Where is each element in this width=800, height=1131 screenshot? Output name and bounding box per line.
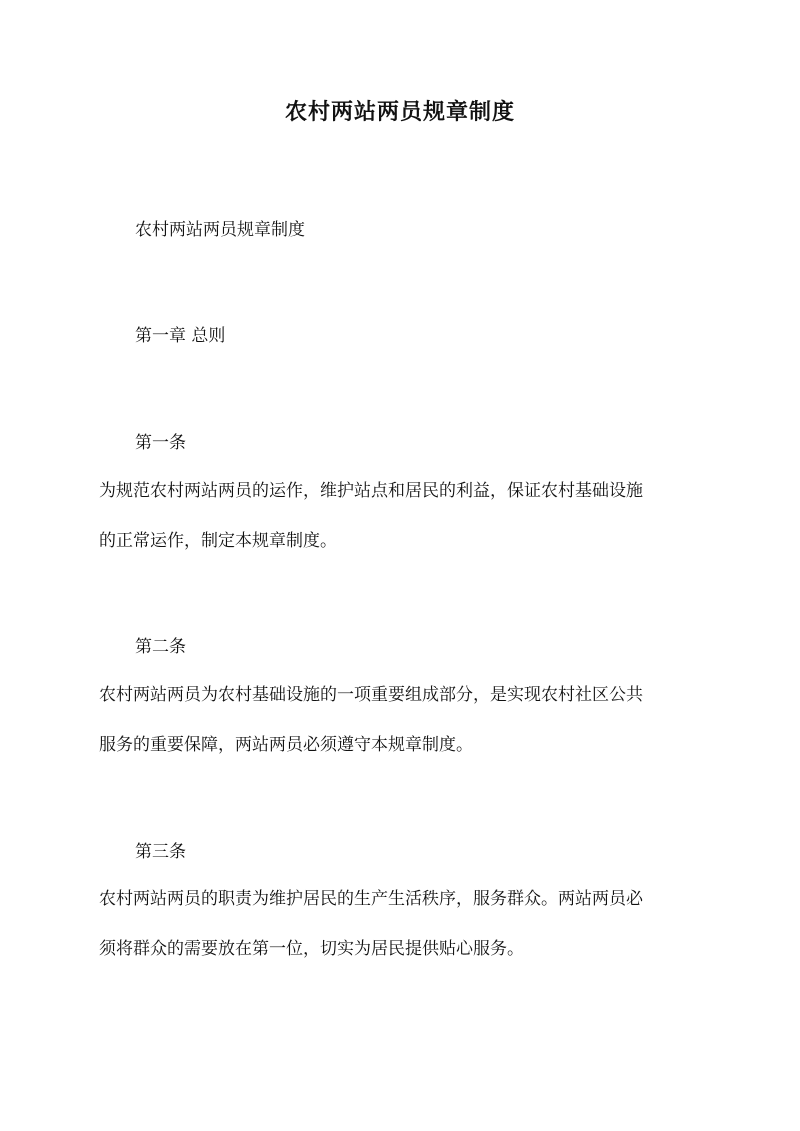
article-1-heading: 第一条 bbox=[135, 433, 186, 453]
article-1-line-1: 为规范农村两站两员的运作，维护站点和居民的利益，保证农村基础设施 bbox=[99, 481, 643, 501]
article-3-line-1: 农村两站两员的职责为维护居民的生产生活秩序，服务群众。两站两员必 bbox=[99, 889, 643, 909]
article-2-heading: 第二条 bbox=[135, 637, 186, 657]
article-1-body bbox=[99, 466, 709, 566]
document-title: 农村两站两员规章制度 bbox=[284, 99, 515, 125]
document-subtitle: 农村两站两员规章制度 bbox=[135, 220, 305, 240]
article-2-body bbox=[99, 670, 709, 770]
article-1-line-2: 的正常运作，制定本规章制度。 bbox=[99, 531, 337, 551]
article-3-line-2: 须将群众的需要放在第一位，切实为居民提供贴心服务。 bbox=[99, 939, 524, 959]
article-2-line-1: 农村两站两员为农村基础设施的一项重要组成部分，是实现农村社区公共 bbox=[99, 685, 643, 705]
article-3-heading: 第三条 bbox=[135, 842, 186, 862]
chapter-heading: 第一章 总则 bbox=[135, 326, 226, 346]
article-2-line-2: 服务的重要保障，两站两员必须遵守本规章制度。 bbox=[99, 735, 473, 755]
article-3-body bbox=[99, 874, 709, 974]
